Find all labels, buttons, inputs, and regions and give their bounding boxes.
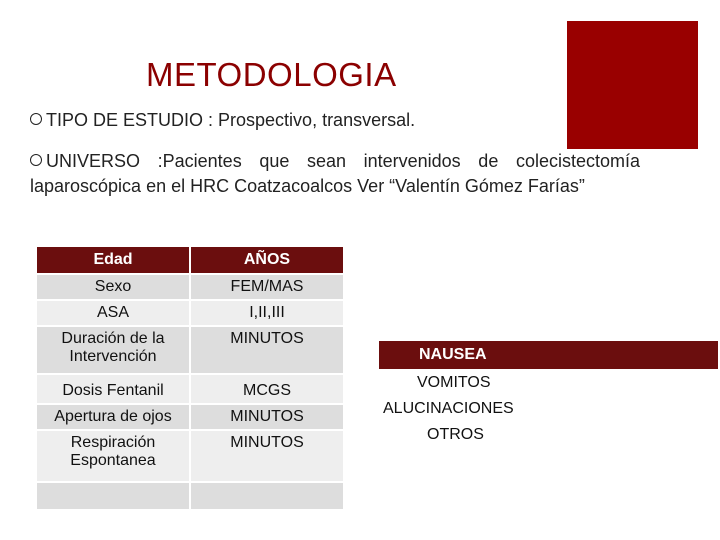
table-header-row bbox=[379, 341, 718, 369]
table-cell: Sexo bbox=[37, 275, 189, 299]
bullet-universe bbox=[30, 149, 640, 199]
side-effects-table bbox=[377, 339, 720, 449]
table-row bbox=[379, 397, 718, 421]
variables-table bbox=[35, 245, 345, 511]
table-cell: MINUTOS bbox=[191, 431, 343, 481]
table-cell: MINUTOS bbox=[191, 405, 343, 429]
table-row bbox=[37, 375, 343, 403]
table-row bbox=[37, 327, 343, 373]
header-cell: NAUSEA bbox=[379, 341, 718, 369]
slide-title: METODOLOGIA bbox=[146, 56, 397, 93]
table-cell: FEM/MAS bbox=[191, 275, 343, 299]
bullet-ring-icon bbox=[30, 113, 42, 125]
header-cell: AÑOS bbox=[191, 247, 343, 273]
table-cell: I,II,III bbox=[191, 301, 343, 325]
table-row bbox=[37, 301, 343, 325]
bullet-text: TIPO DE ESTUDIO : Prospectivo, transversal. bbox=[46, 110, 416, 130]
table-cell: Duración de la Intervención bbox=[37, 327, 189, 373]
table-cell: MCGS bbox=[191, 375, 343, 403]
table-cell: Dosis Fentanil bbox=[37, 375, 189, 403]
table-cell: MINUTOS bbox=[191, 327, 343, 373]
table-cell bbox=[37, 483, 189, 509]
table-row bbox=[37, 405, 343, 429]
table-header-row bbox=[37, 247, 343, 273]
bullet-study-type bbox=[30, 108, 415, 133]
table-cell bbox=[191, 483, 343, 509]
table-row bbox=[379, 423, 718, 447]
bullet-ring-icon bbox=[30, 154, 42, 166]
table-row bbox=[37, 275, 343, 299]
header-cell: Edad bbox=[37, 247, 189, 273]
table-row bbox=[37, 483, 343, 509]
table-row bbox=[37, 431, 343, 481]
table-cell: OTROS bbox=[379, 423, 718, 447]
bullet-text: UNIVERSO :Pacientes que sean intervenidos de colecistectomía laparoscópica en el HRC Coatzacoalcos Ver “Valentín Gómez Farías” bbox=[30, 151, 640, 196]
accent-block bbox=[567, 21, 698, 149]
table-cell: Respiración Espontanea bbox=[37, 431, 189, 481]
table-cell: Apertura de ojos bbox=[37, 405, 189, 429]
table-cell: ASA bbox=[37, 301, 189, 325]
table-cell: VOMITOS bbox=[379, 371, 718, 395]
table-row bbox=[379, 371, 718, 395]
table-cell: ALUCINACIONES bbox=[379, 397, 718, 421]
